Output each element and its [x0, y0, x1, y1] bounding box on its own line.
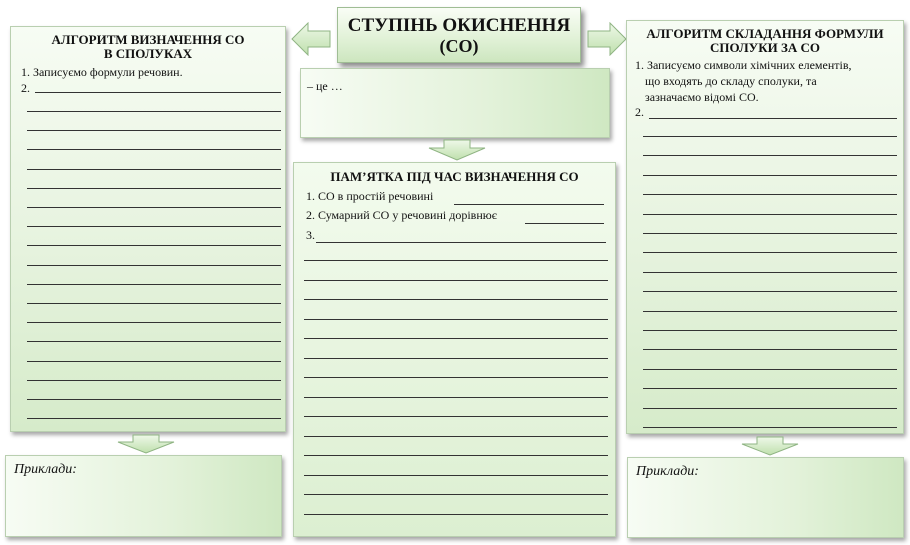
blank-line [643, 194, 897, 195]
left-algorithm-panel [10, 26, 286, 432]
blank-line [27, 149, 281, 150]
arrow-down-icon [117, 434, 175, 454]
blank-line [304, 494, 608, 495]
blank-line [27, 284, 281, 285]
blank-line [27, 265, 281, 266]
memo-item-2: 2. Сумарний СО у речовині дорівнює [306, 208, 497, 222]
right-heading-line1: АЛГОРИТМ СКЛАДАННЯ ФОРМУЛИ [646, 26, 884, 41]
blank-line [35, 92, 281, 93]
blank-line [643, 291, 897, 292]
blank-line [304, 299, 608, 300]
blank-line [304, 260, 608, 261]
blank-line [304, 397, 608, 398]
blank-line [643, 175, 897, 176]
blank-line [304, 514, 608, 515]
arrow-down-icon [741, 436, 799, 456]
blank-line [525, 223, 604, 224]
title-box [337, 7, 581, 63]
blank-line [27, 188, 281, 189]
blank-line [27, 322, 281, 323]
page-title: СТУПІНЬ ОКИСНЕННЯ [347, 15, 571, 36]
blank-line [27, 226, 281, 227]
blank-line [643, 136, 897, 137]
right-step-2: 2. [635, 105, 644, 119]
blank-line [27, 380, 281, 381]
blank-line [27, 130, 281, 131]
blank-line [27, 207, 281, 208]
definition-box [300, 68, 610, 138]
blank-line [27, 361, 281, 362]
blank-line [643, 311, 897, 312]
blank-line [643, 214, 897, 215]
blank-line [643, 408, 897, 409]
memo-panel [293, 162, 616, 537]
right-examples-box [627, 457, 904, 538]
blank-line [304, 455, 608, 456]
page-subtitle: (СО) [439, 36, 479, 56]
right-step-1-line3: зазначаємо відомі СО. [645, 90, 759, 104]
blank-line [27, 111, 281, 112]
blank-line [304, 436, 608, 437]
blank-line [27, 169, 281, 170]
blank-line [304, 338, 608, 339]
arrow-left-icon [291, 22, 331, 56]
blank-line [643, 155, 897, 156]
blank-line [643, 272, 897, 273]
arrow-right-icon [587, 22, 627, 56]
memo-item-3: 3. [306, 228, 315, 242]
blank-line [454, 204, 604, 205]
memo-title: ПАМ’ЯТКА ПІД ЧАС ВИЗНАЧЕННЯ СО [330, 169, 579, 184]
left-examples-label: Приклади: [14, 462, 77, 477]
blank-line [643, 233, 897, 234]
left-step-2: 2. [21, 81, 30, 95]
blank-line [643, 369, 897, 370]
blank-line [643, 388, 897, 389]
blank-line [643, 330, 897, 331]
right-step-1-line2: що входять до складу сполуки, та [645, 74, 817, 88]
left-step-1: 1. Записуємо формули речовин. [21, 65, 183, 79]
blank-line [643, 427, 897, 428]
blank-line [316, 242, 606, 243]
blank-line [27, 418, 281, 419]
memo-item-1: 1. СО в простій речовині [306, 189, 434, 203]
blank-line [27, 399, 281, 400]
blank-line [643, 349, 897, 350]
left-heading-line1: АЛГОРИТМ ВИЗНАЧЕННЯ СО [51, 32, 245, 47]
blank-line [304, 416, 608, 417]
blank-line [304, 358, 608, 359]
blank-line [304, 377, 608, 378]
left-heading-line2: В СПОЛУКАХ [103, 46, 193, 61]
blank-line [27, 341, 281, 342]
right-step-1-line1: 1. Записуємо символи хімічних елементів, [635, 58, 852, 72]
arrow-down-icon [428, 139, 486, 161]
blank-line [649, 118, 897, 119]
blank-line [304, 280, 608, 281]
blank-line [304, 475, 608, 476]
left-examples-box [5, 455, 282, 537]
right-examples-label: Приклади: [636, 464, 699, 479]
blank-line [27, 245, 281, 246]
blank-line [27, 303, 281, 304]
right-algorithm-panel [626, 20, 904, 434]
blank-line [643, 252, 897, 253]
definition-text: – це … [307, 79, 343, 93]
blank-line [304, 319, 608, 320]
right-heading-line2: СПОЛУКИ ЗА СО [710, 40, 820, 55]
